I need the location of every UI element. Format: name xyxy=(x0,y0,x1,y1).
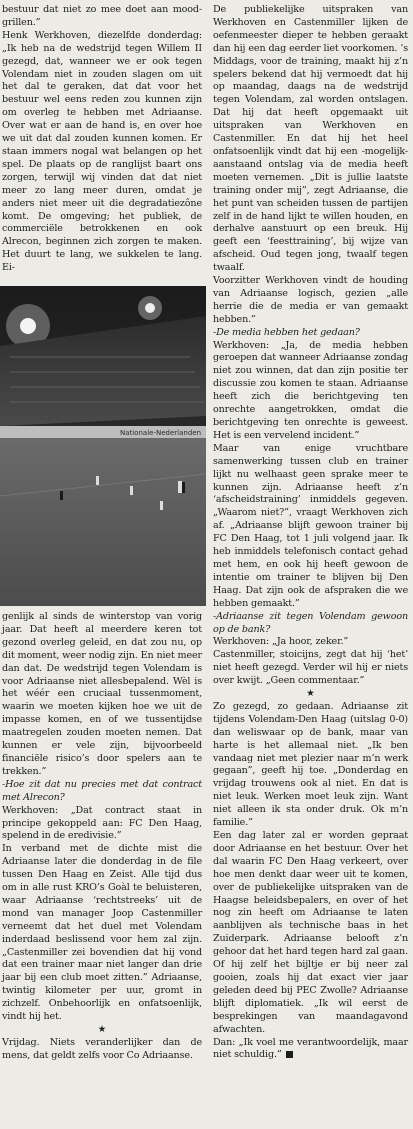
closing-paragraph xyxy=(213,1037,408,1063)
paragraph: Werkhoven: „Ja hoor, zeker.” xyxy=(213,636,349,648)
paragraph: Werkhoven: „Dat contract staat in principe gekoppeld aan: FC Den Haag, spelend in de eredivisie.” xyxy=(2,804,202,842)
paragraph: Castenmiller, stoicijns, zegt dat hij ‘het’ niet heeft gezegd. Verder wil hij er niets over kwijt. „Geen commentaar.” xyxy=(213,649,408,687)
section-star-icon: ★ xyxy=(97,1024,107,1035)
paragraph: genlijk al sinds de winterstop van vorig jaar. Dat heeft al meerdere keren tot gezond overleg geleid, en dat zou nu, op dit moment, weer nodig zijn. En niet meer dan dat. De wedstrijd tegen Volendam is voor Adriaanse niet allesbepalend. Wèl is het wéér een cruciaal tussenmoment, waarin we moeten kijken hoe we uit de impasse komen, en of we tussentijdse maatregelen zouden moeten nemen. Dat kunnen er vele zijn, bijvoorbeeld financiële risico’s door spelers aan te trekken.” xyxy=(2,611,202,777)
paragraph: In verband met de dichte mist die Adriaanse later die donderdag in de file tussen Den Haag en Zeist. Alle tijd dus om in alle rust KRO’s Goàl te beluisteren, waar Adriaanse ‘rechtstreeks’ uit de mond van manager Joop Castenmiller verneemt dat het duel met Volendam inderdaad beslissend voor hem zal zijn. „Castenmiller zei bovendien dat hij vond dat een trainer maar niet langer dan drie jaar bij een club moet zitten.” Adriaanse, twintig kilometer per uur, gromt in zichzelf. Onbehoorlijk en onfatsoenlijk, vindt hij het. xyxy=(2,843,202,1023)
left-column-bottom xyxy=(2,611,202,1063)
advertising-board: Nationale-Nederlanden xyxy=(120,429,202,437)
paragraph: Werkhoven: „Ja, de media hebben geroepen dat wanneer Adriaanse zondag niet zou winnen, dat dan zijn positie ter discussie zou komen te staan. Adriaanse heeft zich die berichtgeving ten onrechte aangetrokken, omdat die berichtgeving ten onrechte is geweest. Het is een vervelend incident.” xyxy=(213,339,408,441)
paragraph: Vrijdag. Niets veranderlijker dan de mens, dat geldt zelfs voor Co Adriaanse. xyxy=(2,1036,202,1061)
paragraph: Een dag later zal er worden gepraat door Adriaanse en het bestuur. Over het dal waarin FC Den Haag verkeert, over hoe men denkt daar weer uit te komen, over de publiekelijke uitspraken van de Haagse beleidsbepalers, en over of het nog zin heeft om Adriaanse te laten aanblijven als technische baas in het Zuiderpark. Adriaanse belooft z’n gehoor dat het hard tegen hard zal gaan. Of hij zelf het bijltje er bij neer zal gooien, zoals hij dat exact vier jaar geleden deed bij PEC Zwolle? Adriaanse blijft diplomatiek. „Ik wil eerst de besprekingen van maandagavond afwachten. xyxy=(213,830,408,1035)
paragraph: Henk Werkhoven, diezelfde donderdag: „Ik heb na de wedstrijd tegen Willem II gezegd, dat, wanneer we er ook tegen Volendam niet in zouden slagen om uit het dal te geraken, dat dat voor het bestuur wel eens reden zou kunnen zijn om overleg te hebben met Adriaanse. Over wat er aan de hand is, en over hoe we uit dat dal zouden kunnen komen. Er staan immers nogal wat belangen op het spel. De plaats op de ranglijst baart ons zorgen, terwijl wij vinden dat dat niet meer zo lang meer duren, omdat je anders niet meer uit die degradatiezône komt. De omgeving; het publiek, de commerciële betrokkenen en ook Alrecon, beginnen zich zorgen te maken. Het duurt te lang, we sukkelen te lang. Ei- xyxy=(2,29,202,274)
section-star-icon: ★ xyxy=(306,688,315,700)
interview-question: -De media hebben het gedaan? xyxy=(213,326,360,338)
paragraph-text: Dan: „Ik voel me verantwoordelijk, maar niet schuldig.” xyxy=(213,1036,408,1061)
paragraph: bestuur dat niet zo mee doet aan mood-grillen.” xyxy=(2,4,202,28)
left-column xyxy=(2,4,202,275)
paragraph: Zo gezegd, zo gedaan. Adriaanse zit tijdens Volendam-Den Haag (uitslag 0-0) dan weliswaar op de bank, maar van harte is het allemaal niet. „Ik ben vandaag niet met plezier naar m’n werk gegaan”, geeft hij toe. „Donderdag en vrijdag trouwens ook al niet. En dat is niet leuk. Werken moet leuk zijn. Want niet alleen ik sta onder druk. Ok m’n familie.” xyxy=(213,700,408,829)
paragraph: Voorzitter Werkhoven vindt de houding van Adriaanse logisch, gezien „alle herrie die de media er van gemaakt hebben.” xyxy=(213,275,408,325)
paragraph: Maar van enige vruchtbare samenwerking tussen club en trainer lijkt nu welhaast geen sprake meer te kunnen zijn. Adriaanse heeft z’n ‘afscheidstraining’ inmiddels gegeven. „Waarom niet?”, vraagt Werkhoven zich af. „Adriaanse blijft gewoon trainer bij FC Den Haag, tot 1 juli volgend jaar. Ik heb inmiddels telefonisch contact gehad met hem, en ook hij heeft gewoon de intentie om trainer te blijven bij Den Haag. Dat zijn ook de afspraken die we hebben gemaakt.” xyxy=(213,442,408,609)
right-column xyxy=(213,4,408,1062)
interview-question: -Hoe zit dat nu precies met dat contract met Alrecon? xyxy=(2,778,202,803)
end-mark-icon xyxy=(286,1051,293,1058)
paragraph: De publiekelijke uitspraken van Werkhoven en Castenmiller lijken de oefenmeester dieper te hebben geraakt dan hij een dag eerder liet voorkomen. ’s Middags, voor de training, maakt hij z’n spelers bekend dat hij vermoedt dat hij op maandag, daags na de wedstrijd tegen Volendam, zal worden ontslagen. Dat hij dat heeft opgemaakt uit uitspraken van Werkhoven en Castenmiller. En dat hij het heel onfatsoenlijk vindt dat hij een -mogelijk- aanstaand ontslag via de media heeft moeten vernemen. „Dit is jullie laatste training onder mij”, zegt Adriaanse, die het punt van scheiden tussen de partijen zelf in de hand lijkt te willen houden, en derhalve aanstuurt op een breuk. Hij geeft een ‘feesttraining’, bij wijze van afscheid. Oud tegen jong, twaalf tegen twaalf. xyxy=(213,4,408,274)
stadium-photo xyxy=(0,286,206,606)
interview-question: -Adriaanse zit tegen Volendam gewoon op de bank? xyxy=(213,610,408,635)
